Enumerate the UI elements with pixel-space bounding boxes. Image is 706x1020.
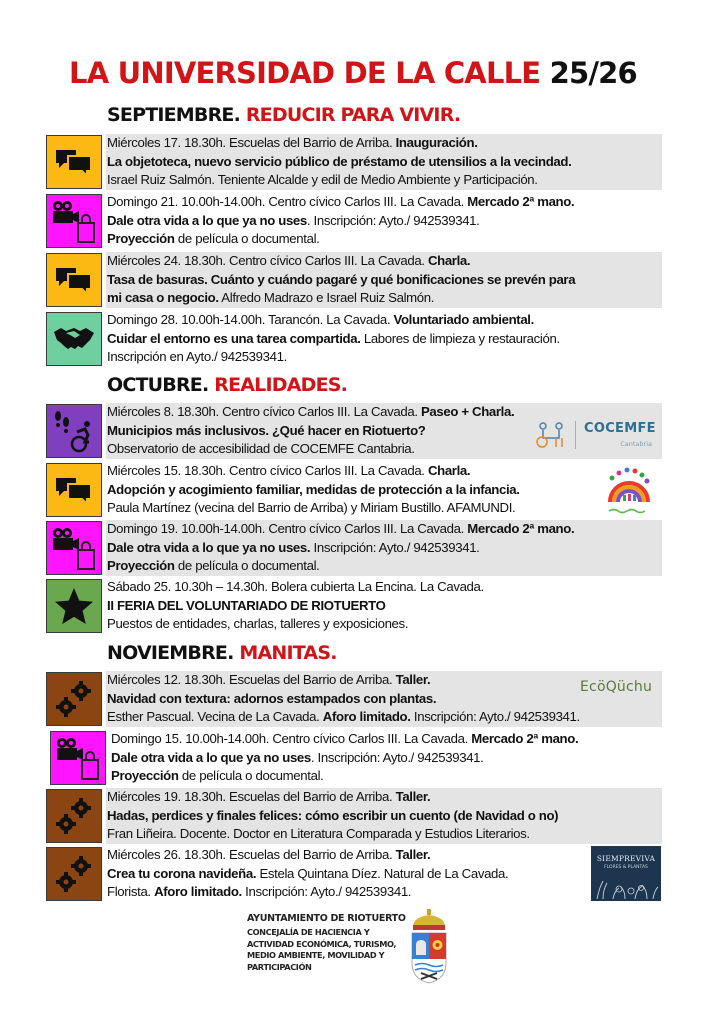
event-text: Domingo 28. 10.00h-14.00h. Tarancón. La Cavada. Voluntariado ambiental. Cuidar el entorno es una tarea compartida. Labores de limpieza y restauración. Inscripción en Ayto./ 942539341. — [107, 312, 560, 365]
cocemfe-logo — [534, 420, 654, 452]
plants-illustration-icon — [591, 875, 661, 899]
event-text: Domingo 21. 10.00h-14.00h. Centro cívico Carlos III. La Cavada. Mercado 2ª mano. Dale otra vida a lo que ya no uses. Inscripción: Ayto./ 942539341. Proyección de película o documental. — [107, 194, 575, 247]
riotuerto-coat-of-arms — [409, 909, 449, 985]
event-text: Miércoles 26. 18.30h. Escuelas del Barrio de Arriba. Taller. Crea tu corona navideña. Estela Quintana Díez. Natural de La Cavada. Florista. Aforo limitado. Inscripción: Ayto./ 942539341. — [107, 847, 509, 900]
afamundi-rainbow-logo — [604, 464, 654, 516]
event-text: Domingo 15. 10.00h-14.00h. Centro cívico Carlos III. La Cavada. Mercado 2ª mano. Dale otra vida a lo que ya no uses. Inscripción: Ayto./ 942539341. Proyección de película o documental. — [111, 731, 579, 784]
month-heading-november — [107, 641, 337, 665]
star-icon — [46, 579, 102, 633]
month-heading-september — [107, 103, 460, 127]
gears-icon — [46, 847, 102, 901]
month-theme: REALIDADES. — [214, 374, 348, 396]
event-row — [46, 671, 662, 727]
event-row — [46, 252, 662, 308]
month-heading-october — [107, 373, 347, 397]
event-row — [46, 193, 662, 249]
footer-dept-line: MEDIO AMBIENTE, MOVILIDAD Y — [247, 950, 385, 961]
title-main: LA UNIVERSIDAD DE LA CALLE — [69, 56, 541, 90]
event-text: Sábado 25. 10.30h – 14.30h. Bolera cubierta La Encina. La Cavada. II FERIA DEL VOLUNTARIADO DE RIOTUERTO Puestos de entidades, charlas, talleres y exposiciones. — [107, 579, 484, 632]
month-name: SEPTIEMBRE. — [107, 104, 241, 126]
event-row — [46, 403, 662, 459]
camera-bag-icon — [46, 194, 102, 248]
month-theme: MANITAS. — [239, 642, 337, 664]
title-season: 25/26 — [549, 56, 637, 90]
gears-icon — [46, 672, 102, 726]
event-row — [46, 134, 662, 190]
footsteps-wheelchair-icon — [46, 404, 102, 458]
event-text: Miércoles 15. 18.30h. Centro cívico Carlos III. La Cavada. Charla. Adopción y acogimiento familiar, medidas de protección a la infancia. Paula Martínez (vecina del Barrio de Arriba) y Miriam Bustillo. AFAMUNDI. — [107, 463, 520, 516]
ecoquchu-logo: EcöQüchu — [580, 679, 653, 695]
event-row — [46, 520, 662, 576]
speech-bubbles-icon — [46, 463, 102, 517]
month-theme: REDUCIR PARA VIVIR. — [245, 104, 461, 126]
event-text: Domingo 19. 10.00h-14.00h. Centro cívico Carlos III. La Cavada. Mercado 2ª mano. Dale otra vida a lo que ya no uses. Inscripción: Ayto./ 942539341. Proyección de película o documental. — [107, 521, 575, 574]
event-text: Miércoles 24. 18.30h. Centro cívico Carlos III. La Cavada. Charla. Tasa de basuras. Cuánto y cuándo pagaré y qué bonificaciones se prevén para mi casa o negocio. Alfredo Madrazo e Israel Ruiz Salmón. — [107, 253, 576, 306]
footer-org-name: AYUNTAMIENTO DE RIOTUERTO — [247, 913, 406, 924]
cocemfe-subtitle: Cantabria — [620, 440, 652, 448]
cocemfe-wordmark: COCEMFE — [584, 421, 656, 436]
siempreviva-logo — [591, 846, 661, 901]
footer-department — [247, 927, 406, 973]
page-title — [0, 56, 706, 90]
siempreviva-wordmark: SIEMPREVIVA — [596, 854, 656, 863]
event-row — [46, 462, 662, 518]
logo-divider — [575, 421, 576, 449]
event-row — [46, 788, 662, 844]
footer-dept-line: CONCEJALÍA DE HACIENCIA Y — [247, 927, 370, 937]
speech-bubbles-icon — [46, 253, 102, 307]
footer-dept-line: PARTICIPACIÓN — [247, 961, 312, 972]
event-row — [46, 730, 662, 786]
month-name: OCTUBRE. — [107, 374, 209, 396]
event-text: Miércoles 12. 18.30h. Escuelas del Barrio de Arriba. Taller. Navidad con textura: adornos estampados con plantas. Esther Pascual. Vecina de La Cavada. Aforo limitado. Inscripción: Ayto./ 942539341. — [107, 672, 580, 725]
camera-bag-icon — [46, 521, 102, 575]
event-row — [46, 578, 662, 634]
gears-icon — [46, 789, 102, 843]
camera-bag-icon — [50, 731, 106, 785]
event-row — [46, 311, 662, 367]
event-text: Miércoles 19. 18.30h. Escuelas del Barrio de Arriba. Taller. Hadas, perdices y finales felices: cómo escribir un cuento (de Navidad o no) Fran Liñeira. Docente. Doctor en Literatura Comparada y Estudios Literarios. — [107, 789, 559, 842]
footer-dept-line: ACTIVIDAD ECONÓMICA, TURISMO, — [247, 938, 397, 949]
footer-organization — [247, 912, 406, 973]
event-text: Miércoles 17. 18.30h. Escuelas del Barrio de Arriba. Inauguración. La objetoteca, nuevo servicio público de préstamo de utensilios a la vecindad. Israel Ruiz Salmón. Teniente Alcalde y edil de Medio Ambiente y Participación. — [107, 135, 572, 188]
siempreviva-subtitle: FLORES & PLANTAS — [604, 865, 648, 870]
event-text: Miércoles 8. 18.30h. Centro cívico Carlos III. La Cavada. Paseo + Charla. Municipios más inclusivos. ¿Qué hacer en Riotuerto? Observatorio de accesibilidad de COCEMFE Cantabria. — [107, 404, 515, 457]
month-name: NOVIEMBRE. — [107, 642, 234, 664]
event-row — [46, 846, 662, 902]
handshake-icon — [46, 312, 102, 366]
cocemfe-people-icon — [534, 422, 568, 448]
speech-bubbles-icon — [46, 135, 102, 189]
